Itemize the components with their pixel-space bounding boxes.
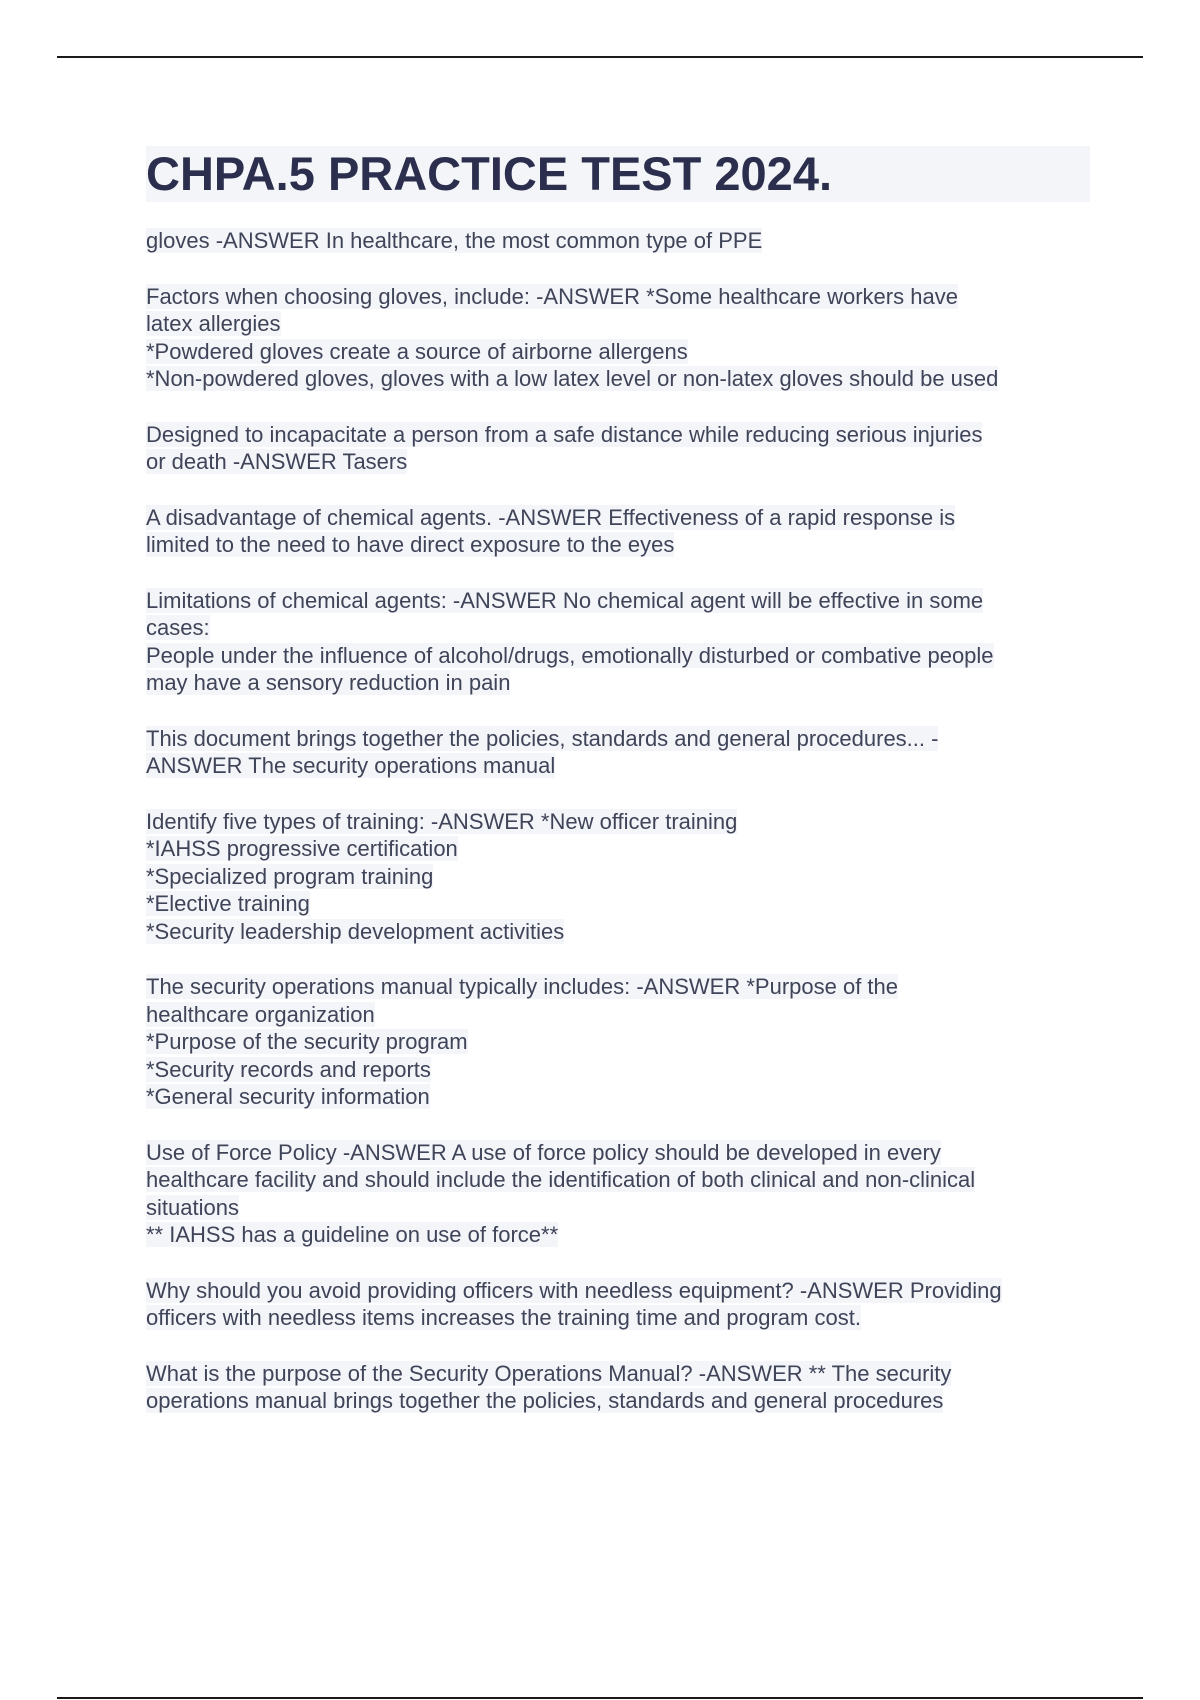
document-body [146, 146, 1090, 1443]
qa-entry-3 [146, 421, 1090, 476]
qa-entry-6 [146, 725, 1090, 780]
top-rule [57, 56, 1143, 58]
qa-line: Limitations of chemical agents: -ANSWER No chemical agent will be effective in some [146, 587, 984, 613]
qa-entry-11 [146, 1360, 1090, 1415]
qa-line: The security operations manual typically includes: -ANSWER *Purpose of the [146, 974, 899, 999]
qa-entry-8 [146, 973, 1090, 1111]
qa-line: operations manual brings together the policies, standards and general procedures [146, 1388, 944, 1413]
qa-entry-5 [146, 587, 1090, 697]
qa-line: *IAHSS progressive certification [146, 836, 458, 861]
qa-line: People under the influence of alcohol/drugs, emotionally disturbed or combative people [146, 642, 994, 668]
qa-line: latex allergies [146, 311, 281, 336]
document-title: CHPA.5 PRACTICE TEST 2024. [146, 146, 1090, 202]
qa-line: *Powdered gloves create a source of airborne allergens [146, 338, 688, 364]
qa-entry-9 [146, 1139, 1090, 1249]
qa-line: *Elective training [146, 891, 310, 916]
qa-line: This document brings together the policies, standards and general procedures... - [146, 725, 939, 751]
qa-line: ANSWER The security operations manual [146, 753, 556, 778]
qa-line: healthcare organization [146, 1001, 375, 1027]
qa-line: Identify five types of training: -ANSWER *New officer training [146, 808, 738, 834]
qa-line: *Security records and reports [146, 1056, 431, 1082]
qa-line: What is the purpose of the Security Operations Manual? -ANSWER ** The security [146, 1360, 952, 1386]
qa-line: Use of Force Policy -ANSWER A use of force policy should be developed in every [146, 1139, 941, 1165]
qa-line: *Specialized program training [146, 863, 434, 889]
qa-line: *Security leadership development activities [146, 918, 565, 944]
qa-entry-1 [146, 227, 1090, 255]
qa-line: A disadvantage of chemical agents. -ANSWER Effectiveness of a rapid response is [146, 504, 956, 530]
qa-entry-4 [146, 504, 1090, 559]
qa-list [146, 227, 1090, 1415]
qa-line: *Non-powdered gloves, gloves with a low latex level or non-latex gloves should be used [146, 366, 999, 391]
qa-entry-7 [146, 808, 1090, 946]
qa-line: gloves -ANSWER In healthcare, the most common type of PPE [146, 228, 763, 253]
qa-line: officers with needless items increases the training time and program cost. [146, 1305, 861, 1330]
qa-line: situations [146, 1194, 239, 1220]
qa-line: *Purpose of the security program [146, 1029, 468, 1054]
qa-entry-10 [146, 1277, 1090, 1332]
qa-line: limited to the need to have direct exposure to the eyes [146, 532, 675, 557]
qa-line: ** IAHSS has a guideline on use of force** [146, 1222, 559, 1247]
qa-line: cases: [146, 615, 210, 640]
qa-line: healthcare facility and should include the identification of both clinical and non-clinical [146, 1167, 976, 1192]
qa-entry-2 [146, 283, 1090, 393]
qa-line: or death -ANSWER Tasers [146, 449, 408, 474]
qa-line: Designed to incapacitate a person from a safe distance while reducing serious injuries [146, 421, 983, 447]
qa-line: may have a sensory reduction in pain [146, 670, 511, 695]
qa-line: *General security information [146, 1084, 430, 1109]
qa-line: Factors when choosing gloves, include: -ANSWER *Some healthcare workers have [146, 283, 958, 309]
qa-line: Why should you avoid providing officers with needless equipment? -ANSWER Providing [146, 1277, 1002, 1303]
bottom-rule [57, 1697, 1143, 1699]
